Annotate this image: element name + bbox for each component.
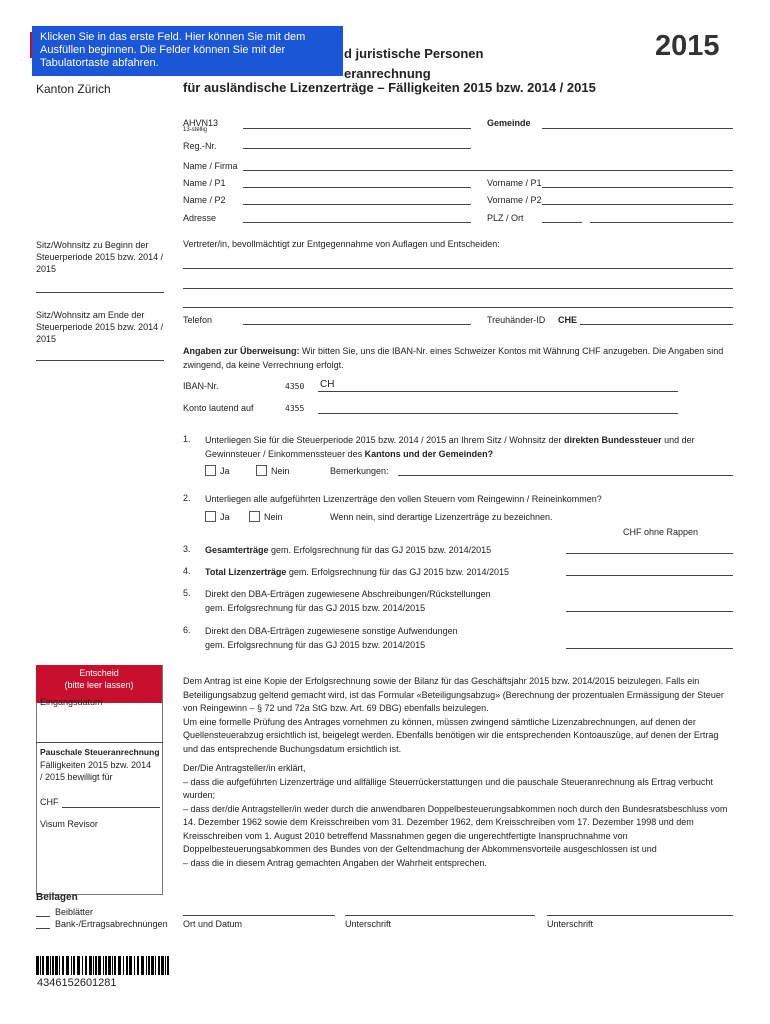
q3-rest: gem. Erfolgsrechnung für das GJ 2015 bzw. 2014/2015: [268, 545, 492, 555]
vorname-p1-field[interactable]: [542, 187, 733, 188]
entscheid-subtitle: (bitte leer lassen): [64, 680, 134, 690]
reg-nr-field[interactable]: [243, 148, 471, 149]
unterschrift2-label: Unterschrift: [547, 919, 594, 929]
barcode-bar: [161, 956, 164, 975]
form-year: 2015: [655, 30, 720, 62]
barcode-bar: [118, 956, 121, 975]
barcode-bar: [137, 956, 139, 975]
q6-line1: Direkt den DBA-Erträgen zugewiesene sonstige Aufwendungen: [205, 626, 458, 636]
beilagen-count-2[interactable]: [36, 928, 50, 929]
q1-ja-checkbox[interactable]: [205, 465, 216, 476]
q2-text: Unterliegen alle aufgeführten Lizenzerträge den vollen Steuern vom Reingewinn / Reineinkommen?: [205, 494, 602, 504]
form-title-line3: für ausländische Lizenzerträge – Fälligkeiten 2015 bzw. 2014 / 2015: [183, 80, 596, 95]
q5-line1: Direkt den DBA-Erträgen zugewiesene Abschreibungen/Rückstellungen: [205, 589, 491, 599]
vertreter-line-3[interactable]: [183, 307, 733, 308]
telefon-field[interactable]: [243, 324, 471, 325]
faelligkeit-label: Fälligkeiten 2015 bzw. 2014 / 2015 bewilligt für: [40, 760, 152, 782]
q6-line2: gem. Erfolgsrechnung für das GJ 2015 bzw. 2014/2015: [205, 640, 426, 650]
name-firma-label: Name / Firma: [183, 161, 238, 171]
name-p1-label: Name / P1: [183, 178, 226, 188]
bemerkungen-field[interactable]: [398, 475, 733, 476]
plz-field[interactable]: [542, 222, 582, 223]
eingangsdatum-label: Eingangsdatum: [40, 697, 103, 707]
name-p2-field[interactable]: [243, 204, 471, 205]
q4-number: 4.: [183, 566, 191, 576]
vorname-p2-field[interactable]: [542, 204, 733, 205]
name-firma-field[interactable]: [243, 170, 733, 171]
barcode-bar: [46, 956, 49, 975]
visum-label: Visum Revisor: [40, 819, 98, 829]
q4-amount-field[interactable]: [566, 575, 733, 576]
body-text: [183, 675, 733, 870]
barcode-bar: [108, 956, 111, 975]
vertreter-label: Vertreter/in, bevollmächtigt zur Entgegennahme von Auflagen und Entscheiden:: [183, 239, 500, 249]
body-p5: – dass der/die Antragsteller/in weder durch die anwendbaren Doppelbesteuerungsabkommen noch durch den Bundesratsbeschluss vom 14. Dezember 1962 sowie dem Kreisschreiben vom 31. Dezember 1962, dem Kreisschreiben vom 17. Dezember 1998 und dem Kreisschreiben vom 1. August 2010 betreffend Massnahmen gegen die ungerechtfertigte Inanspruchnahme von Doppelbesteuerungsabkommen des Bundes von der Geltendmachung der Abkommensvorteile ausgeschlossen ist und: [183, 803, 728, 854]
barcode-bar: [105, 956, 107, 975]
barcode-bar: [93, 956, 94, 975]
payment-heading: Angaben zur Überweisung:: [183, 346, 300, 356]
barcode-bar: [95, 956, 97, 975]
barcode-bar: [103, 956, 104, 975]
entscheid-title: Entscheid: [79, 668, 119, 678]
barcode-bar: [85, 956, 87, 975]
barcode-bar: [66, 956, 69, 975]
vertreter-line-2[interactable]: [183, 288, 733, 289]
barcode-bar: [141, 956, 144, 975]
gemeinde-field[interactable]: [542, 128, 733, 129]
q6-text: [205, 624, 458, 652]
iban-prefix: CH: [320, 379, 335, 390]
iban-label: IBAN-Nr.: [183, 381, 219, 391]
ahvn13-label: AHVN13: [183, 118, 219, 128]
barcode-bar: [126, 956, 128, 975]
chf-label: CHF: [40, 797, 59, 807]
form-tooltip: Klicken Sie in das erste Feld. Hier können Sie mit dem Ausfüllen beginnen. Die Felder können Sie mit der Tabulatortaste abfahren.: [32, 26, 343, 76]
barcode-bar: [59, 956, 60, 975]
barcode-bar: [146, 956, 147, 975]
barcode-bar: [123, 956, 124, 975]
body-p1: Dem Antrag ist eine Kopie der Erfolgsrechnung sowie der Bilanz für das Geschäftsjahr 2015 bzw. 2014/2015 beizulegen. Falls ein Beteiligungsabzug geltend gemacht wird, ist das Formular «Beteiligungsabzug» (Berechnung der prozentualen Ermässigung der Steuer von Reingewinn – § 72 und 72a StG bzw. Art. 69 DBG) ebenfalls beizulegen.: [183, 676, 724, 713]
treuhaender-label: Treuhänder-ID: [487, 315, 546, 325]
konto-field[interactable]: [318, 413, 678, 414]
payment-text: Wir bitten Sie, uns die IBAN-Nr. eines Schweizer Kontos mit Währung CHF anzugeben. Die Angaben sind zwingend, da keine Verrechnung erfolgt.: [183, 346, 724, 370]
body-p3: Der/Die Antragsteller/in erklärt,: [183, 763, 306, 773]
body-p4: – dass die aufgeführten Lizenzerträge und allfällige Steuerrückerstattungen und die pauschale Steueranrechnung als Ertrag verbucht wurden;: [183, 776, 713, 800]
adresse-field[interactable]: [243, 222, 471, 223]
beilagen-count-1[interactable]: [36, 916, 50, 917]
q6-amount-field[interactable]: [566, 648, 733, 649]
q4-text: [205, 565, 509, 579]
barcode-bar: [50, 956, 51, 975]
name-p2-label: Name / P2: [183, 195, 226, 205]
ahvn13-sub-label: 13-stellig: [183, 127, 208, 133]
barcode-bar: [151, 956, 154, 975]
konto-label: Konto lautend auf: [183, 403, 254, 413]
q1-text-b: direkten Bundessteuer: [564, 435, 662, 445]
q3-bold: Gesamterträge: [205, 545, 269, 555]
q2-nein-label: Nein: [264, 512, 283, 522]
barcode-bar: [114, 956, 116, 975]
barcode-bar: [62, 956, 64, 975]
q1-text-a: Unterliegen Sie für die Steuerperiode 2015 bzw. 2014 / 2015 an Ihrem Sitz / Wohnsitz der: [205, 435, 565, 445]
barcode-bar: [158, 956, 160, 975]
beilagen-item2: Bank-/Ertragsabrechnungen: [55, 919, 168, 929]
q5-line2: gem. Erfolgsrechnung für das GJ 2015 bzw. 2014/2015: [205, 603, 426, 613]
barcode-bar: [89, 956, 92, 975]
barcode-bar: [112, 956, 113, 975]
barcode-bar: [36, 956, 39, 975]
name-p1-field[interactable]: [243, 187, 471, 188]
beilagen-item1: Beiblätter: [55, 907, 94, 917]
payment-info: [183, 344, 735, 372]
pauschale-label: Pauschale Steueranrechnung: [40, 747, 160, 757]
sitz-beginn-label: Sitz/Wohnsitz zu Beginn der Steuerperiode 2015 bzw. 2014 / 2015: [36, 240, 164, 274]
entscheid-divider: [36, 742, 163, 743]
sitz-ende-label: Sitz/Wohnsitz am Ende der Steuerperiode 2015 bzw. 2014 / 2015: [36, 310, 164, 344]
barcode-bar: [40, 956, 41, 975]
barcode-bar: [55, 956, 58, 975]
barcode-bar: [98, 956, 101, 975]
plz-ort-label: PLZ / Ort: [487, 213, 524, 223]
barcode-bar: [165, 956, 166, 975]
vorname-p1-label: Vorname / P1: [487, 178, 542, 188]
q1-number: 1.: [183, 434, 191, 444]
q2-nein-checkbox[interactable]: [249, 511, 260, 522]
iban-field[interactable]: [318, 391, 678, 392]
q1-nein-checkbox[interactable]: [256, 465, 267, 476]
barcode-bar: [155, 956, 156, 975]
q1-nein-label: Nein: [271, 466, 290, 476]
vertreter-line-1[interactable]: [183, 268, 733, 269]
unterschrift1-field[interactable]: [345, 915, 535, 916]
unterschrift1-label: Unterschrift: [345, 919, 392, 929]
adresse-label: Adresse: [183, 213, 217, 223]
unterschrift2-field[interactable]: [547, 915, 733, 916]
barcode-bar: [82, 956, 83, 975]
sitz-ende-field[interactable]: [36, 360, 164, 361]
body-p6: – dass die in diesem Antrag gemachten Angaben der Wahrheit entsprechen.: [183, 857, 487, 868]
q1-text-c: und der: [661, 435, 695, 445]
q4-bold: Total Lizenzerträge: [205, 567, 287, 577]
reg-nr-label: Reg.-Nr.: [183, 141, 217, 151]
beilagen-title: Beilagen: [36, 892, 78, 903]
barcode-bar: [77, 956, 80, 975]
barcode-bar: [71, 956, 72, 975]
q1-ja-label: Ja: [220, 466, 230, 476]
barcode-bar: [148, 956, 150, 975]
barcode-image: [36, 956, 171, 975]
ort-field[interactable]: [590, 222, 733, 223]
barcode-bar: [42, 956, 44, 975]
treuhaender-field[interactable]: [580, 324, 733, 325]
ort-datum-label: Ort und Datum: [183, 919, 243, 929]
form-title-line2: eranrechnung: [344, 66, 431, 81]
q2-ja-checkbox[interactable]: [205, 511, 216, 522]
q6-number: 6.: [183, 625, 191, 635]
telefon-label: Telefon: [183, 315, 213, 325]
q2-ja-label: Ja: [220, 512, 230, 522]
q2-number: 2.: [183, 493, 191, 503]
q2-note: Wenn nein, sind derartige Lizenzerträge zu bezeichnen.: [330, 512, 553, 522]
q5-amount-field[interactable]: [566, 611, 733, 612]
q5-text: [205, 587, 491, 615]
barcode-bar: [129, 956, 132, 975]
q1-text-d: Gewinnsteuer / Einkommenssteuer des: [205, 449, 365, 459]
ort-datum-field[interactable]: [183, 915, 335, 916]
barcode-bar: [167, 956, 169, 975]
chf-amount-field[interactable]: [62, 807, 160, 808]
form-title-line1: d juristische Personen: [344, 46, 484, 61]
canton-name: Kanton Zürich: [36, 82, 111, 96]
gemeinde-label: Gemeinde: [487, 118, 531, 128]
konto-code: 4355: [285, 404, 305, 413]
ahvn13-field[interactable]: [243, 128, 471, 129]
q1-text-e: Kantons und der Gemeinden?: [364, 449, 494, 459]
barcode-bar: [73, 956, 75, 975]
q4-rest: gem. Erfolgsrechnung für das GJ 2015 bzw. 2014/2015: [286, 567, 509, 577]
iban-code: 4350: [285, 382, 305, 391]
barcode-bar: [134, 956, 135, 975]
barcode-bar: [52, 956, 54, 975]
bemerkungen-label: Bemerkungen:: [330, 466, 389, 476]
q5-number: 5.: [183, 588, 191, 598]
body-p2: Um eine formelle Prüfung des Antrages vornehmen zu können, müssen zwingend sämtliche Lizenzabrechnungen, auf denen der Quellensteuerabzug ersichtlich ist, beigelegt werden. Ebenfalls benötigen wir die entsprechenden Kontoauszüge, auf denen der Ertrag und das entsprechende Buchungsdatum ersichtlich ist.: [183, 716, 719, 754]
barcode-number: 4346152601281: [37, 977, 117, 989]
sitz-beginn-field[interactable]: [36, 292, 164, 293]
chf-ohne-rappen-label: CHF ohne Rappen: [623, 527, 699, 537]
che-prefix: CHE: [558, 315, 578, 325]
q3-amount-field[interactable]: [566, 553, 733, 554]
q3-text: [205, 543, 491, 557]
vorname-p2-label: Vorname / P2: [487, 195, 542, 205]
q3-number: 3.: [183, 544, 191, 554]
q1-text: [205, 433, 695, 461]
